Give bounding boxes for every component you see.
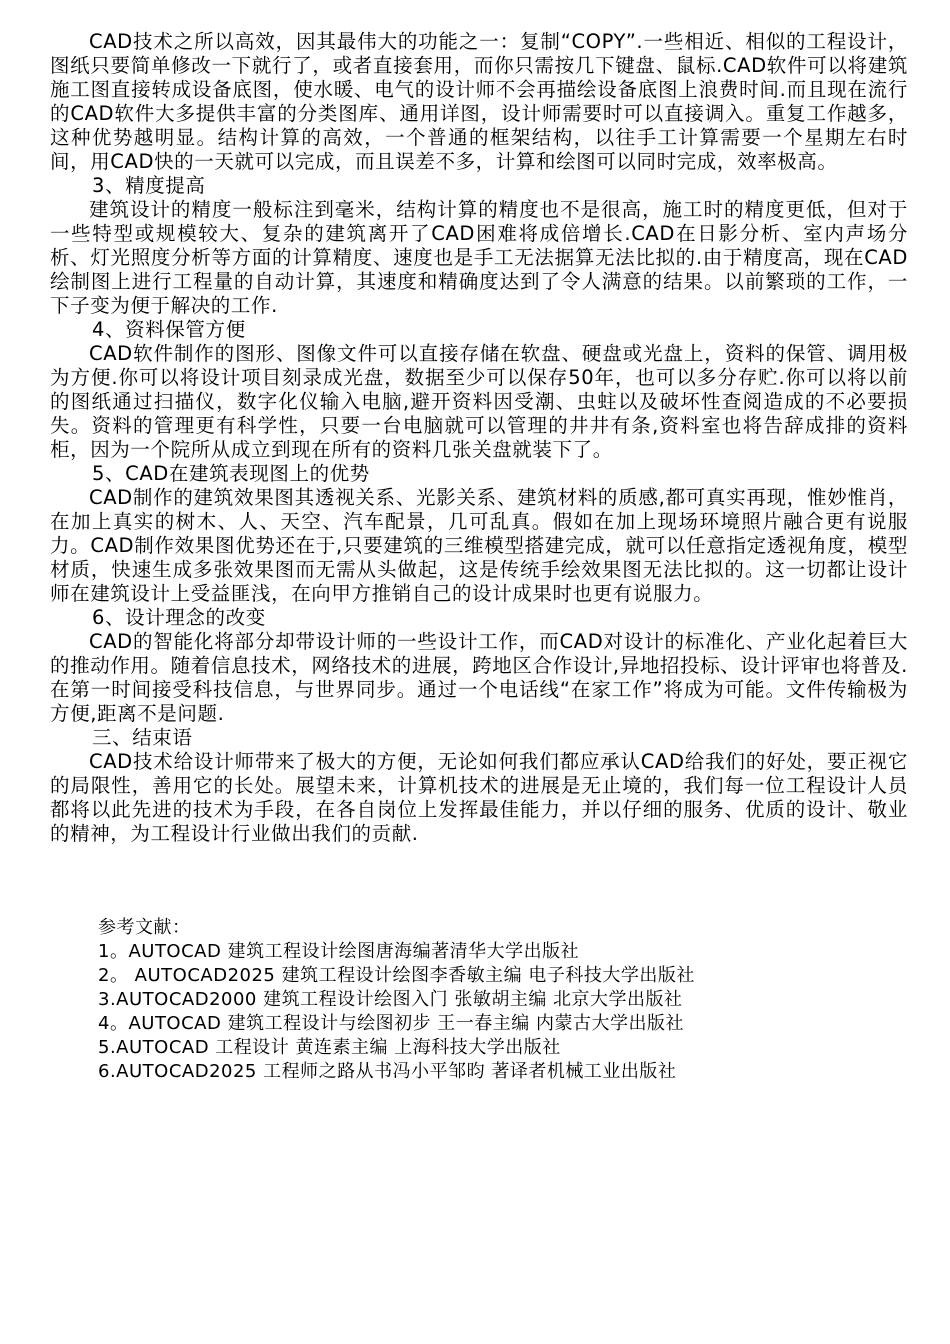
reference-item: 5.AUTOCAD 工程设计 黄连素主编 上海科技大学出版社 bbox=[98, 1037, 561, 1058]
reference-item: 6.AUTOCAD2025 工程师之路从书冯小平邹昀 著译者机械工业出版社 bbox=[98, 1061, 677, 1082]
paragraph-storage: CAD软件制作的图形、图像文件可以直接存储在软盘、硬盘或光盘上，资料的保管、调用极为方便.你可以将设计项目刻录成光盘，数据至少可以保存50年，也可以多分存贮.你可以将以前的图纸通过扫描仪，数字化仪输入电脑,避开资料因受潮、虫蛀以及破坏性查阅造成的不必要损失。资料的管理更有科学性，只要一台电脑就可以管理的井井有条,资料室也将告辞成排的资料柜，因为一个院所从成立到现在所有的资料几张关盘就装下了。 bbox=[50, 342, 908, 461]
section-heading-precision: 3、精度提高 bbox=[92, 174, 206, 197]
reference-item: 4。AUTOCAD 建筑工程设计与绘图初步 王一春主编 内蒙古大学出版社 bbox=[98, 1013, 685, 1034]
paragraph-conclusion: CAD技术给设计师带来了极大的方便，无论如何我们都应承认CAD给我们的好处，要正视它的局限性，善用它的长处。展望未来，计算机技术的进展是无止境的，我们每一位工程设计人员都将以此先进的技术为手段，在各自岗位上发挥最佳能力，并以仔细的服务、优质的设计、敬业的精神，为工程设计行业做出我们的贡献. bbox=[50, 750, 908, 845]
section-heading-design-concept: 6、设计理念的改变 bbox=[92, 606, 266, 629]
section-heading-storage: 4、资料保管方便 bbox=[92, 318, 246, 341]
reference-item: 2。 AUTOCAD2025 建筑工程设计绘图李香敏主编 电子科技大学出版社 bbox=[98, 965, 695, 986]
reference-item: 1。AUTOCAD 建筑工程设计绘图唐海编著清华大学出版社 bbox=[98, 941, 580, 962]
section-heading-rendering: 5、CAD在建筑表现图上的优势 bbox=[92, 462, 370, 485]
section-heading-conclusion: 三、结束语 bbox=[92, 726, 193, 749]
paragraph-rendering: CAD制作的建筑效果图其透视关系、光影关系、建筑材料的质感,都可真实再现，惟妙惟肖，在加上真实的树木、人、天空、汽车配景，几可乱真。假如在加上现场环境照片融合更有说服力。CAD制作效果图优势还在于,只要建筑的三维模型搭建完成，就可以任意指定透视角度，模型材质，快速生成多张效果图而无需从头做起，这是传统手绘效果图无法比拟的。这一切都让设计师在建筑设计上受益匪浅，在向甲方推销自己的设计成果时也更有说服力。 bbox=[50, 486, 908, 605]
references-title: 参考文献： bbox=[98, 917, 191, 938]
reference-item: 3.AUTOCAD2000 建筑工程设计绘图入门 张敏胡主编 北京大学出版社 bbox=[98, 989, 683, 1010]
paragraph-design-concept: CAD的智能化将部分却带设计师的一些设计工作，而CAD对设计的标准化、产业化起着巨大的推动作用。随着信息技术，网络技术的进展，跨地区合作设计,异地招投标、设计评审也将普及.在第一时间接受科技信息，与世界同步。通过一个电话线“在家工作”将成为可能。文件传输极为方便,距离不是问题. bbox=[50, 630, 908, 725]
paragraph-copy-efficiency: CAD技术之所以高效，因其最伟大的功能之一：复制“COPY”.一些相近、相似的工程设计，图纸只要简单修改一下就行了，或者直接套用，而你只需按几下键盘、鼠标.CAD软件可以将建筑施工图直接转成设备底图，使水暖、电气的设计师不会再描绘设备底图上浪费时间.而且现在流行的CAD软件大多提供丰富的分类图库、通用详图，设计师需要时可以直接调入。重复工作越多，这种优势越明显。结构计算的高效，一个普通的框架结构，以往手工计算需要一个星期左右时间，用CAD快的一天就可以完成，而且误差不多，计算和绘图可以同时完成，效率极高。 bbox=[50, 30, 908, 173]
references-section bbox=[50, 916, 908, 1084]
paragraph-precision: 建筑设计的精度一般标注到毫米，结构计算的精度也不是很高，施工时的精度更低，但对于一些特型或规模较大、复杂的建筑离开了CAD困难将成倍增长.CAD在日影分析、室内声场分析、灯光照度分析等方面的计算精度、速度也是手工无法据算无法比拟的.由于精度高，现在CAD绘制图上进行工程量的自动计算，其速度和精确度达到了令人满意的结果。以前繁琐的工作，一下子变为便于解决的工作. bbox=[50, 198, 908, 317]
